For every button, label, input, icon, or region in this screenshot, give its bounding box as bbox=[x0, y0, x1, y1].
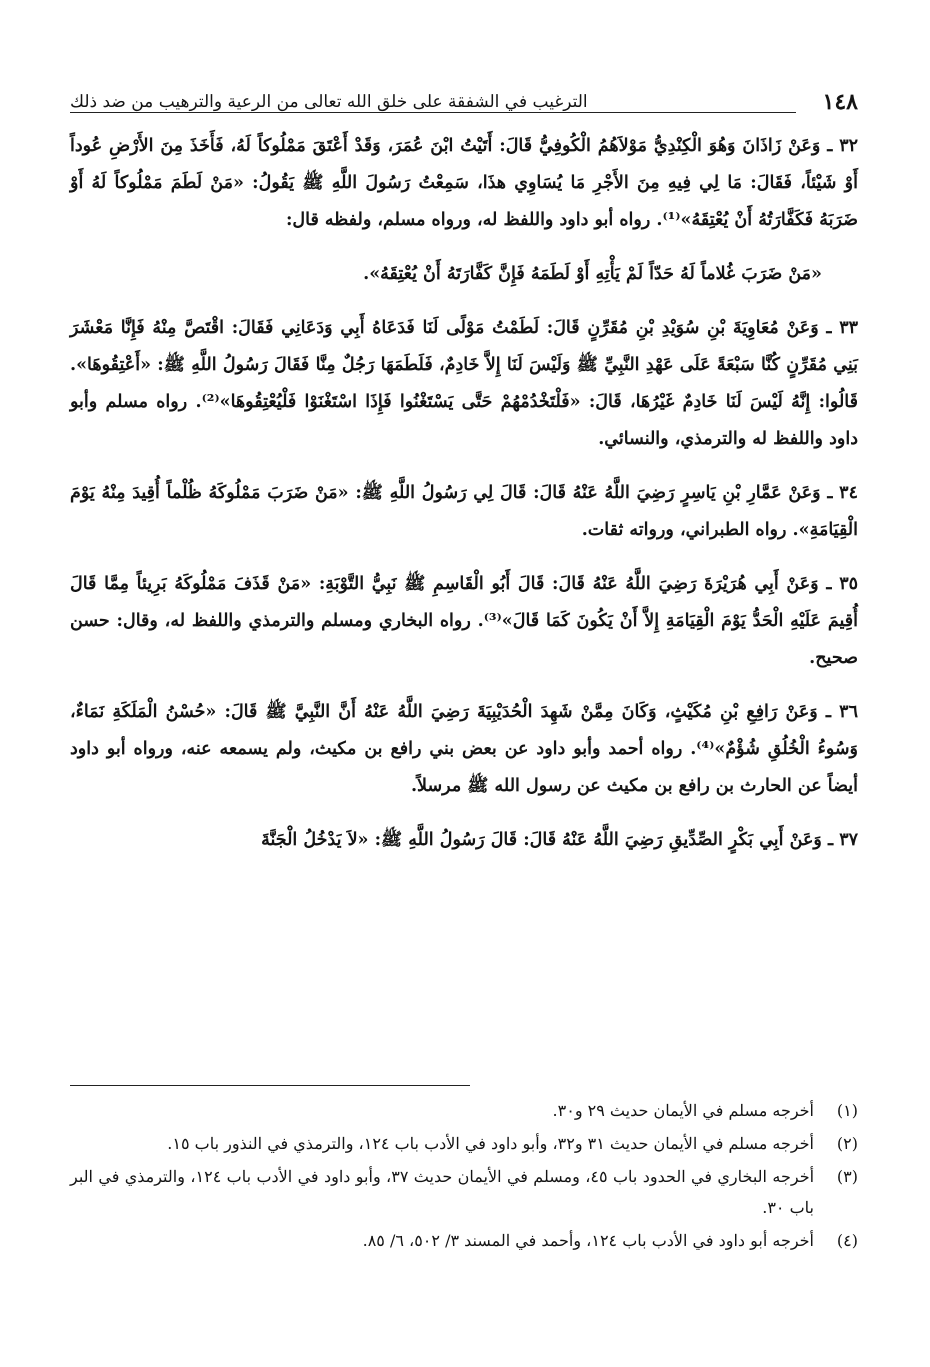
footnote-text: أخرجه مسلم في الأيمان حديث ٣١ و٣٢، وأبو داود في الأدب باب ١٢٤، والترمذي في النذور باب ١٥. bbox=[167, 1134, 814, 1153]
hadith-text: وَعَنْ أَبِي بَكْرٍ الصِّدِّيقِ رَضِيَ اللَّهُ عَنْهُ قَالَ: قَالَ رَسُولُ اللَّهِ ﷺ: «لاَ يَدْخُلُ الْجَنَّةَ bbox=[261, 830, 822, 850]
hadith-text: وَعَنْ مُعَاوِيَةَ بْنِ سُوَيْدِ بْنِ مُقَرِّنٍ قَالَ: لَطَمْتُ مَوْلًى لَنَا فَدَعَاهُ أَبِي وَدَعَانِي فَقَالَ: اقْتَصَّ مِنْهُ فَإِنَّا مَعْشَرَ بَنِي مُقَرِّنٍ كُنَّا سَبْعَةً عَلَى عَهْدِ النَّبِيِّ ﷺ وَلَيْسَ لَنَا إِلاَّ خَادِمٌ، فَلَطَمَهَا رَجُلٌ مِنَّا فَقَالَ رَسُولُ اللَّهِ ﷺ: «أَعْتِقُوهَا». قَالُوا: إِنَّهُ لَيْسَ لَنَا خَادِمٌ غَيْرُهَا، قَالَ: «فَلْتَخْدُمْهُمْ حَتَّى يَسْتَغْنُوا فَإِذَا اسْتَغْنَوْا فَلْيُعْتِقُوهَا»⁽²⁾. رواه مسلم وأبو داود واللفظ له والترمذي، والنسائي. bbox=[70, 318, 858, 449]
hadith-number: ٣٧ ـ bbox=[827, 830, 858, 850]
hadith-number: ٣٣ ـ bbox=[826, 318, 858, 338]
footnote-mark: (٢) bbox=[836, 1134, 858, 1153]
book-page bbox=[70, 0, 858, 1367]
footnote-item bbox=[70, 1161, 858, 1223]
header-rule bbox=[70, 112, 796, 113]
hadith-text: وَعَنْ زَاذَانَ وَهُوَ الْكِنْدِيُّ مَوْلاَهُمُ الْكُوفِيُّ قَالَ: أَتَيْتُ ابْنَ عُمَرَ، وَقَدْ أَعْتَقَ مَمْلُوكاً لَهُ، فَأَخَذَ مِنَ الأَرْضِ عُوداً أَوْ شَيْئاً، فَقَالَ: مَا لِي فِيهِ مِنَ الأَجْرِ مَا يُسَاوِي هذَا، سَمِعْتُ رَسُولَ اللَّهِ ﷺ يَقُولُ: «مَنْ لَطَمَ مَمْلُوكاً لَهُ أَوْ ضَرَبَهُ فَكَفَّارَتُهُ أَنْ يُعْتِقَهُ»⁽¹⁾. رواه أبو داود واللفظ له، ورواه مسلم، ولفظه قال: bbox=[70, 136, 858, 230]
hadith-number: ٣٤ ـ bbox=[827, 483, 858, 503]
hadith-text: وَعَنْ أَبِي هُرَيْرَةَ رَضِيَ اللَّهُ عَنْهُ قَالَ: قَالَ أَبُو الْقَاسِمِ ﷺ نَبِيُّ التَّوْبَةِ: «مَنْ قَذَفَ مَمْلُوكَهُ بَرِيئاً مِمَّا قَالَ أُقِيمَ عَلَيْهِ الْحَدُّ يَوْمَ الْقِيَامَةِ إِلاَّ أَنْ يَكُونَ كَمَا قَالَ»⁽³⁾. رواه البخاري ومسلم والترمذي واللفظ له، وقال: حسن صحيح. bbox=[70, 574, 858, 668]
footnote-item bbox=[70, 1225, 858, 1256]
footnotes bbox=[70, 1095, 858, 1258]
hadith-text: وَعَنْ رَافِعِ بْنِ مُكَيْثٍ، وَكَانَ مِمَّنْ شَهِدَ الْحُدَيْبِيَةَ رَضِيَ اللَّهُ عَنْهُ أَنَّ النَّبِيَّ ﷺ قَالَ: «حُسْنُ الْمَلَكَةِ نَمَاءٌ، وَسُوءُ الْخُلُقِ شُؤْمٌ»⁽⁴⁾. رواه أحمد وأبو داود عن بعض بني رافع بن مكيث، ولم يسمعه عنه، ورواه أبو داود أيضاً عن الحارث بن رافع بن مكيث عن رسول الله ﷺ مرسلاً. bbox=[70, 702, 859, 796]
footnote-text: أخرجه مسلم في الأيمان حديث ٢٩ و٣٠. bbox=[552, 1101, 814, 1120]
running-title: الترغيب في الشفقة على خلق الله تعالى من الرعية والترهيب من ضد ذلك bbox=[70, 92, 588, 112]
hadith-paragraph bbox=[70, 694, 858, 805]
footnote-rule bbox=[70, 1085, 470, 1086]
hadith-paragraph bbox=[70, 310, 858, 458]
page-number: ١٤٨ bbox=[822, 89, 858, 115]
footnote-mark: (٣) bbox=[836, 1167, 858, 1186]
footnote-text: أخرجه البخاري في الحدود باب ٤٥، ومسلم في الأيمان حديث ٣٧، وأبو داود في الأدب باب ١٢٤، والترمذي في البر باب ٣٠. bbox=[70, 1167, 815, 1217]
footnote-item bbox=[70, 1128, 858, 1159]
hadith-paragraph bbox=[70, 128, 858, 239]
hadith-paragraph bbox=[70, 566, 858, 677]
footnote-mark: (٤) bbox=[836, 1231, 858, 1250]
footnote-mark: (١) bbox=[836, 1101, 858, 1120]
hadith-number: ٣٥ ـ bbox=[826, 574, 858, 594]
footnote-text: أخرجه أبو داود في الأدب باب ١٢٤، وأحمد في المسند ٣/ ٥٠٢، ٦/ ٨٥. bbox=[362, 1231, 814, 1250]
hadith-paragraph bbox=[70, 822, 858, 859]
hadith-quote bbox=[70, 256, 858, 293]
footnote-item bbox=[70, 1095, 858, 1126]
hadith-paragraph bbox=[70, 475, 858, 549]
quote-text: «مَنْ ضَرَبَ غُلاماً لَهُ حَدّاً لَمْ يَأْتِهِ أَوْ لَطَمَهُ فَإِنَّ كَفَّارَتَهُ أَنْ يُعْتِقَهُ». bbox=[363, 264, 822, 284]
main-text bbox=[70, 128, 858, 876]
hadith-number: ٣٦ ـ bbox=[825, 702, 858, 722]
hadith-number: ٣٢ ـ bbox=[827, 136, 859, 156]
hadith-text: وَعَنْ عَمَّارِ بْنِ يَاسِرٍ رَضِيَ اللَّهُ عَنْهُ قَالَ: قَالَ لِي رَسُولُ اللَّهِ ﷺ: «مَنْ ضَرَبَ مَمْلُوكَهُ ظُلْماً أُقِيدَ مِنْهُ يَوْمَ الْقِيَامَةِ». رواه الطبراني، ورواته ثقات. bbox=[70, 483, 858, 540]
